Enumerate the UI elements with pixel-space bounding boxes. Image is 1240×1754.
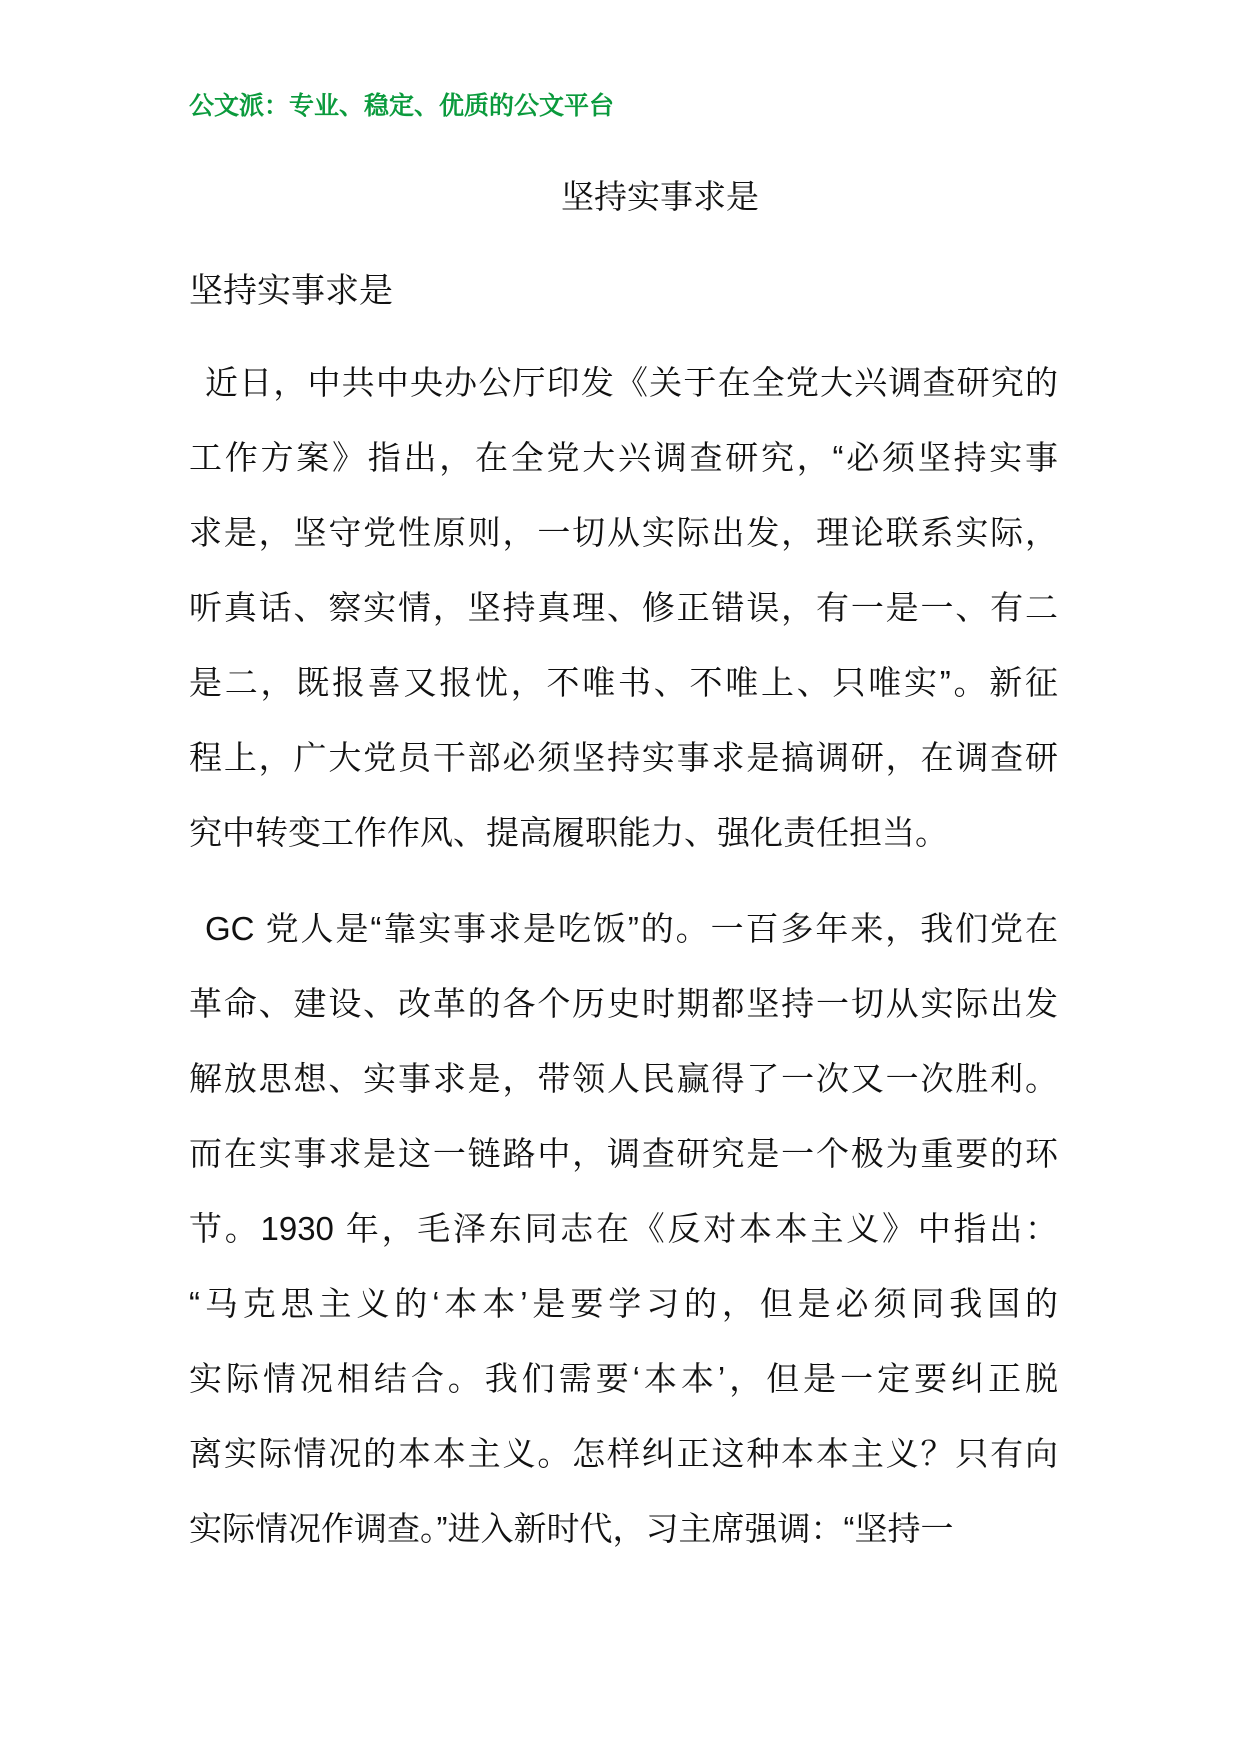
paragraph <box>189 891 1058 1566</box>
text-line: “马克思主义的‘本本’是要学习的，但是必须同我国的 <box>189 1285 1058 1322</box>
document-title: 坚持实事求是 <box>561 178 759 215</box>
text-line: 革命、建设、改革的各个历史时期都坚持一切从实际出发 <box>189 985 1058 1022</box>
text-line: 节。1930 年，毛泽东同志在《反对本本主义》中指出： <box>189 1210 1058 1247</box>
text-line: 而在实事求是这一链路中，调查研究是一个极为重要的环 <box>189 1135 1058 1172</box>
text-line: 实际情况相结合。我们需要‘本本’，但是一定要纠正脱 <box>189 1360 1058 1397</box>
paragraph <box>189 345 1058 870</box>
text-line: 解放思想、实事求是，带领人民赢得了一次又一次胜利。 <box>189 1060 1058 1097</box>
text-line: 工作方案》指出，在全党大兴调查研究，“必须坚持实事 <box>189 439 1058 476</box>
text-line: 听真话、察实情，坚持真理、修正错误，有一是一、有二 <box>189 589 1058 626</box>
brand-banner: 公文派：专业、稳定、优质的公文平台 <box>189 93 615 120</box>
document-subheading: 坚持实事求是 <box>189 272 393 310</box>
text-line: 程上，广大党员干部必须坚持实事求是搞调研，在调查研 <box>189 739 1058 776</box>
text-line: 是二，既报喜又报忧，不唯书、不唯上、只唯实”。新征 <box>189 664 1058 701</box>
text-line: 离实际情况的本本主义。怎样纠正这种本本主义？只有向 <box>189 1435 1058 1472</box>
text-line: GC 党人是“靠实事求是吃饭”的。一百多年来，我们党在 <box>205 910 1058 947</box>
text-line: 实际情况作调查。”进入新时代，习主席强调：“坚持一 <box>189 1510 954 1547</box>
text-line: 求是，坚守党性原则，一切从实际出发，理论联系实际， <box>189 514 1058 551</box>
text-line: 究中转变工作作风、提高履职能力、强化责任担当。 <box>189 814 948 851</box>
text-line: 近日，中共中央办公厅印发《关于在全党大兴调查研究的 <box>205 364 1058 401</box>
